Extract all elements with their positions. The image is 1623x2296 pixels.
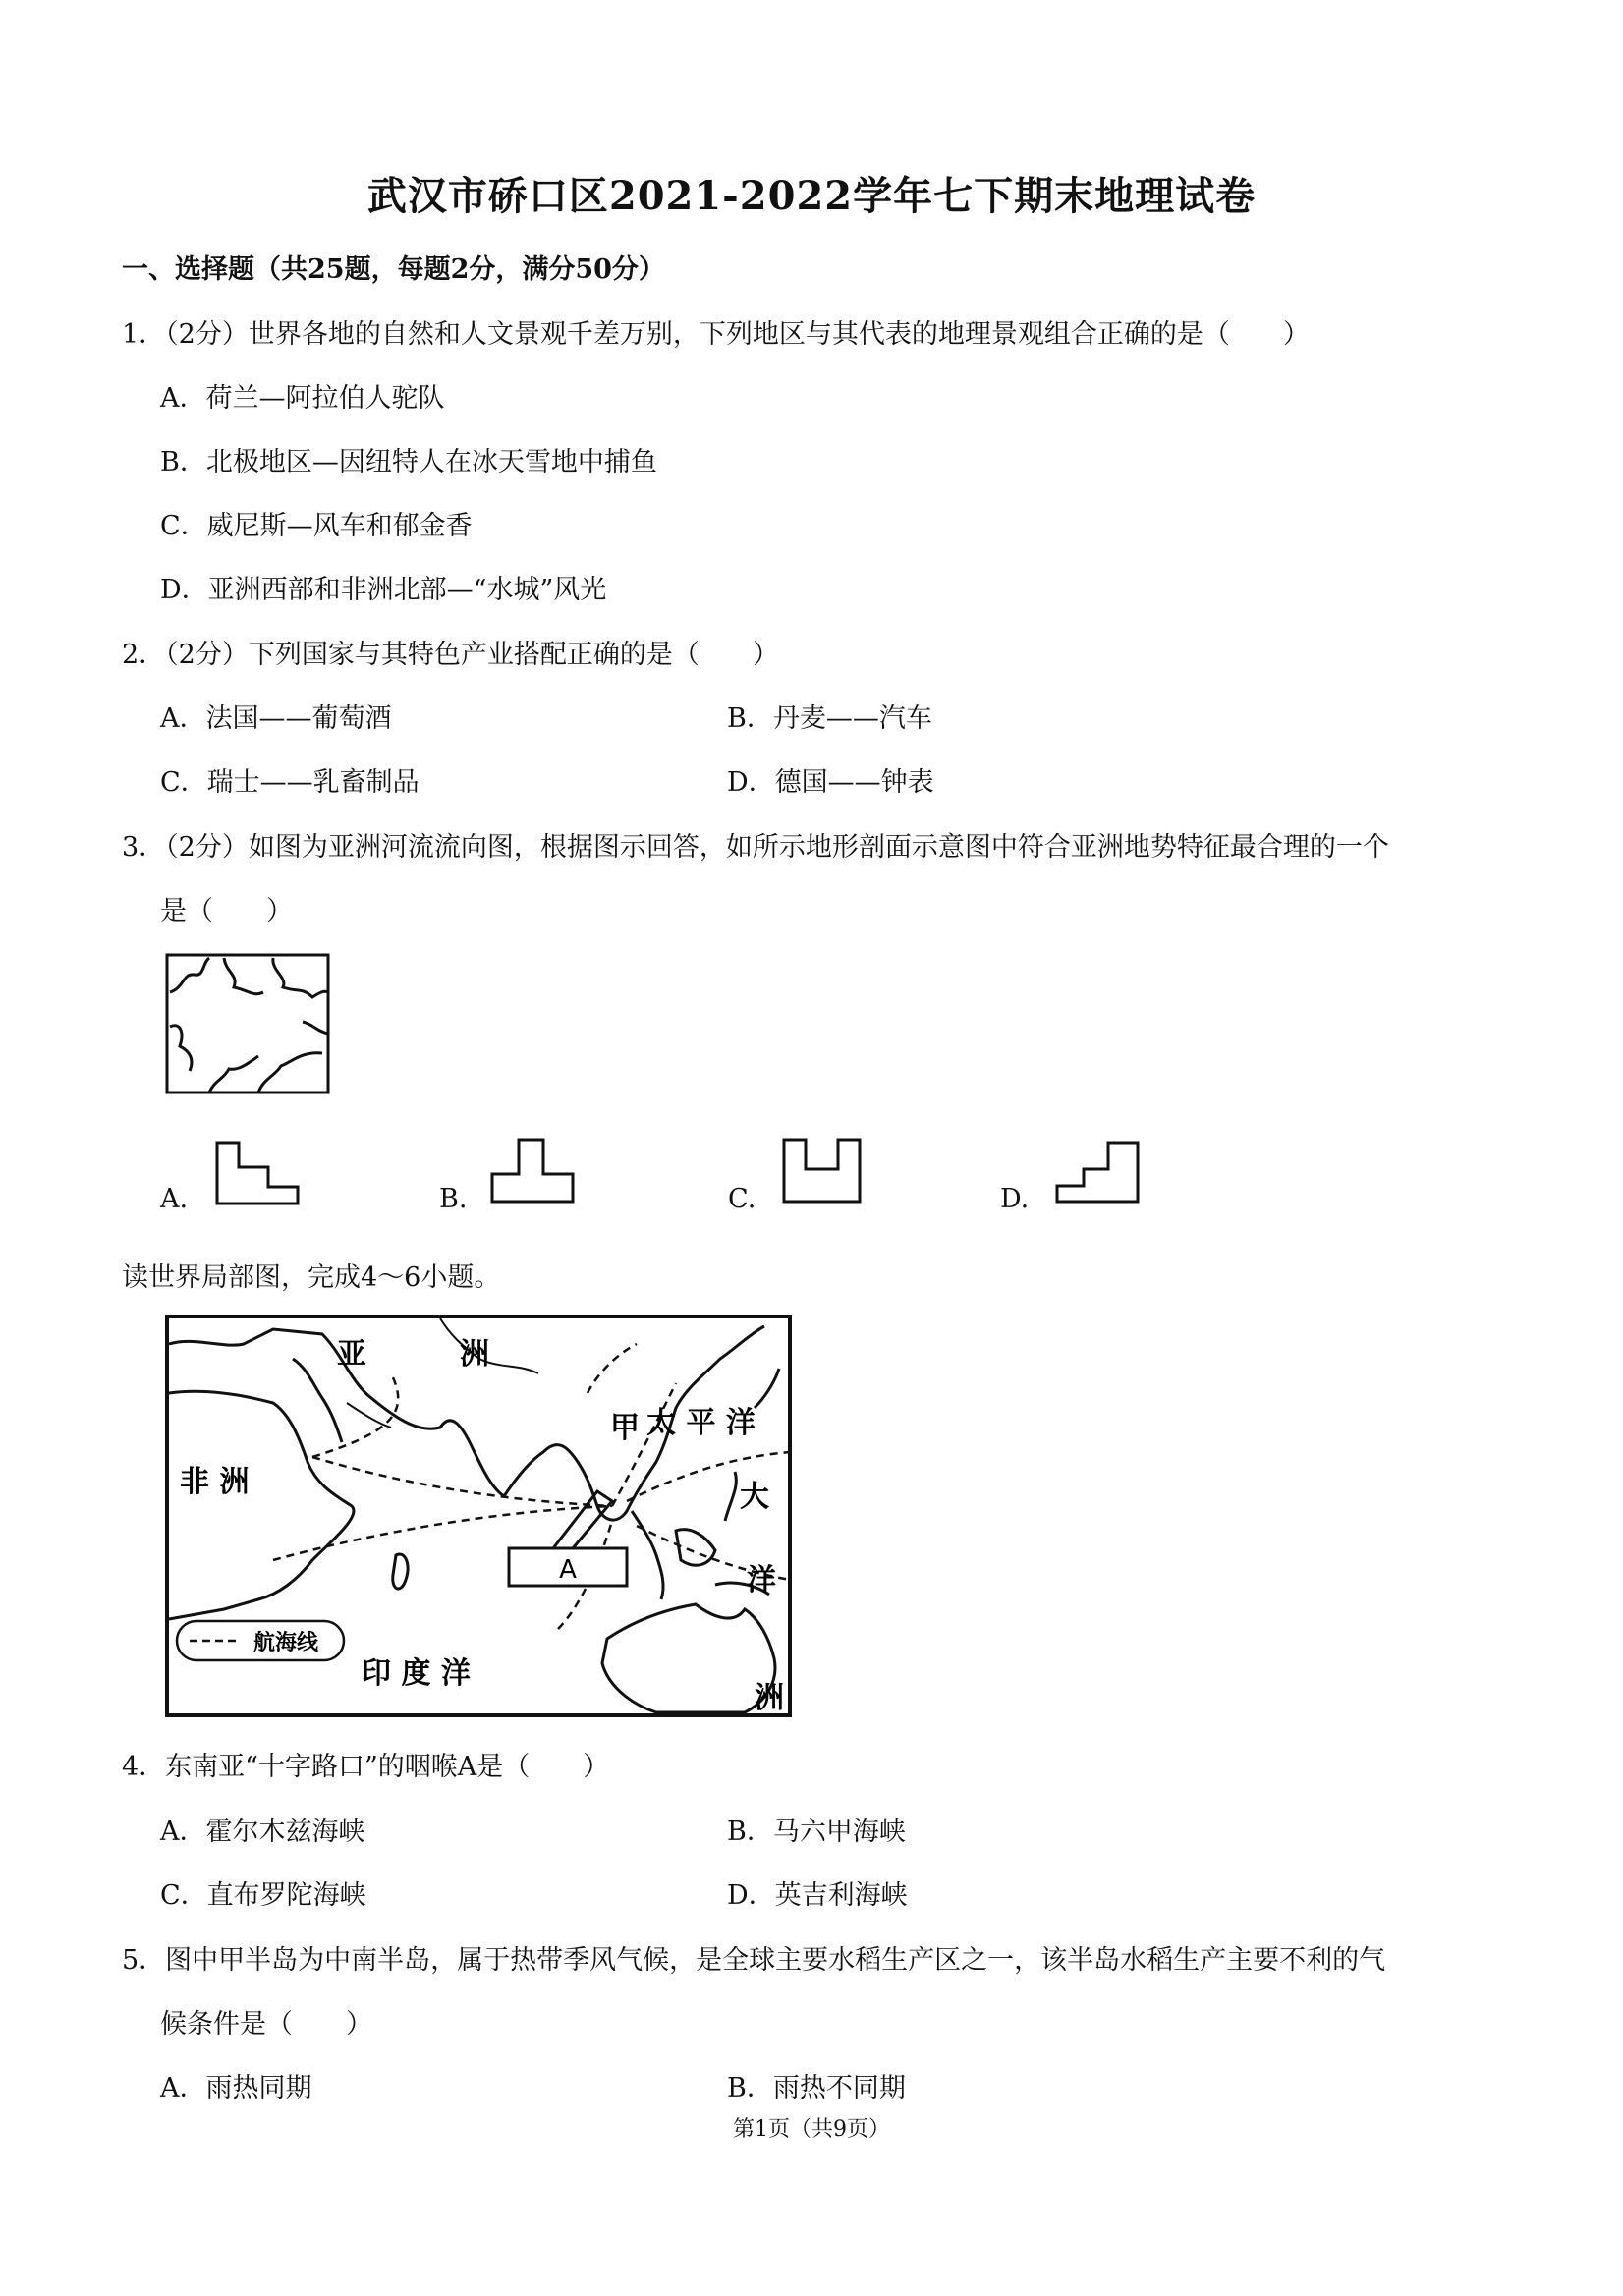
profile-option-b bbox=[489, 1135, 578, 1205]
map-label-asia-2: 洲 bbox=[460, 1337, 489, 1372]
profile-option-c bbox=[781, 1135, 865, 1205]
question-3-stem-line1: 3．（2分）如图为亚洲河流流向图，根据图示回答，如所示地形剖面示意图中符合亚洲地势特征最合理的一个 bbox=[122, 832, 1389, 863]
question-2-option-c: C．瑞士——乳畜制品 bbox=[160, 767, 420, 798]
question-2-option-d: D．德国——钟表 bbox=[727, 767, 934, 798]
map-label-jia: 甲 bbox=[610, 1411, 640, 1445]
question-5-stem-line1: 5．图中甲半岛为中南半岛，属于热带季风气候，是全球主要水稻生产区之一，该半岛水稻生产主要不利的气 bbox=[122, 1945, 1386, 1976]
question-4-option-b: B．马六甲海峡 bbox=[727, 1817, 906, 1847]
section-heading: 一、选择题（共25题，每题2分，满分50分） bbox=[122, 254, 665, 285]
profile-option-d bbox=[1054, 1135, 1143, 1205]
map-label-indian-ocean: 印 度 洋 bbox=[362, 1656, 471, 1691]
map-label-pacific: 太 平 洋 bbox=[646, 1406, 756, 1440]
question-5-option-b: B．雨热不同期 bbox=[727, 2073, 906, 2103]
question-1-option-a: A．荷兰—阿拉伯人驼队 bbox=[160, 383, 445, 414]
map-label-zhou: 洲 bbox=[755, 1681, 784, 1715]
strait-a-label: A bbox=[559, 1555, 577, 1585]
question-3-option-c-label: C. bbox=[728, 1184, 756, 1214]
question-3-option-a-label: A. bbox=[160, 1184, 189, 1214]
question-3-option-b-label: B. bbox=[439, 1184, 468, 1214]
question-1-option-d: D．亚洲西部和非洲北部—“水城”风光 bbox=[160, 575, 607, 605]
question-5-option-a: A．雨热同期 bbox=[160, 2073, 312, 2103]
map-legend-label: 航海线 bbox=[253, 1631, 319, 1655]
map-label-yang: 洋 bbox=[747, 1563, 776, 1597]
map-label-da: 大 bbox=[740, 1480, 769, 1514]
page-footer: 第1页（共9页） bbox=[733, 2117, 890, 2142]
question-4-option-c: C．直布罗陀海峡 bbox=[160, 1880, 366, 1911]
question-1-stem: 1．（2分）世界各地的自然和人文景观千差万别，下列地区与其代表的地理景观组合正确的是（ ） bbox=[122, 319, 1310, 350]
question-3-stem-line2: 是（ ） bbox=[160, 896, 293, 926]
exam-title: 武汉市硚口区2021-2022学年七下期末地理试卷 bbox=[366, 173, 1257, 219]
question-4-option-d: D．英吉利海峡 bbox=[727, 1880, 908, 1911]
question-3-option-d-label: D. bbox=[1000, 1184, 1030, 1214]
map-label-africa: 非 洲 bbox=[180, 1465, 250, 1499]
question-2-option-a: A．法国——葡萄酒 bbox=[160, 703, 392, 734]
question-4-option-a: A．霍尔木兹海峡 bbox=[160, 1817, 365, 1847]
question-5-stem-line2: 候条件是（ ） bbox=[160, 2009, 372, 2040]
question-2-option-b: B．丹麦——汽车 bbox=[727, 703, 932, 734]
question-2-stem: 2．（2分）下列国家与其特色产业搭配正确的是（ ） bbox=[122, 640, 779, 670]
profile-option-a bbox=[214, 1140, 303, 1208]
map-intro: 读世界局部图，完成4～6小题。 bbox=[122, 1262, 501, 1293]
question-1-option-c: C．威尼斯—风车和郁金香 bbox=[160, 511, 473, 541]
map-label-asia-1: 亚 bbox=[337, 1337, 366, 1372]
river-flow-figure bbox=[165, 953, 332, 1095]
question-1-option-b: B．北极地区—因纽特人在冰天雪地中捕鱼 bbox=[160, 447, 657, 477]
question-4-stem: 4．东南亚“十字路口”的咽喉A是（ ） bbox=[122, 1752, 610, 1782]
world-partial-map bbox=[165, 1315, 794, 1719]
